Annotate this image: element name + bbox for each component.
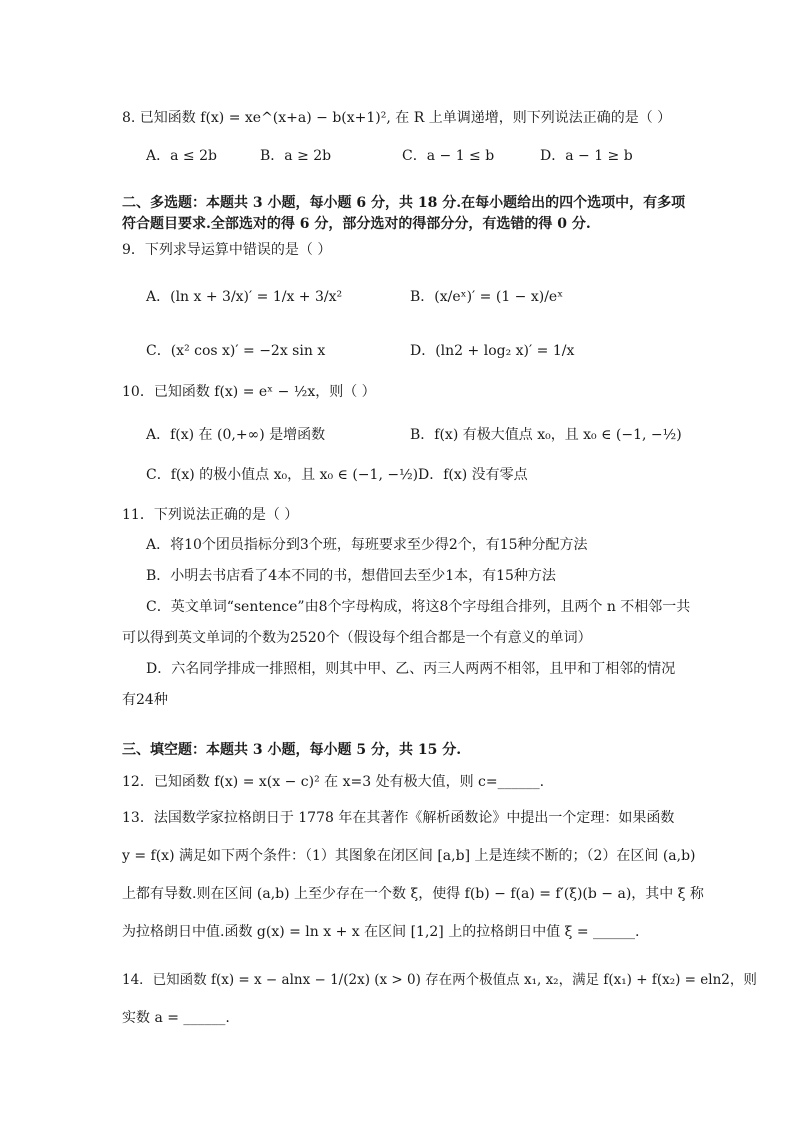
q11-option-d-line2: 有24种 [122,692,168,708]
q11-option-d-line1: D．六名同学排成一排照相，则其中甲、乙、丙三人两两不相邻，且甲和丁相邻的情况 [146,661,676,677]
q13-line4: 为拉格朗日中值.函数 g(x) = ln x + x 在区间 [1,2] 上的拉格朗日中值 ξ = ______. [122,924,640,940]
q14-line2: 实数 a = ______. [122,1010,230,1026]
section2-heading-line2: 符合题目要求.全部选对的得 6 分，部分选对的得部分分，有选错的得 0 分. [122,216,591,232]
q8-option-b: B．a ≥ 2b [260,148,332,164]
q14-line1: 14．已知函数 f(x) = x − alnx − 1/(2x) (x > 0) 存在两个极值点 x₁, x₂，满足 f(x₁) + f(x₂) = eln2，则 [122,972,757,988]
q10-stem: 10．已知函数 f(x) = eˣ − ½x，则（ ） [122,384,376,400]
q11-stem: 11．下列说法正确的是（ ） [122,507,299,523]
q11-option-c-line2: 可以得到英文单词的个数为2520个（假设每个组合都是一个有意义的单词） [122,630,592,646]
q13-line3: 上都有导数.则在区间 (a,b) 上至少存在一个数 ξ，使得 f(b) − f(a) = f′(ξ)(b − a)，其中 ξ 称 [122,886,704,902]
q10-option-d: D．f(x) 没有零点 [418,467,528,483]
q9-option-b: B．(x/eˣ)′ = (1 − x)/eˣ [410,289,564,305]
q8-stem: 8. 已知函数 f(x) = xe^(x+a) − b(x+1)², 在 R 上单调递增，则下列说法正确的是（ ） [122,110,672,126]
q11-option-a: A．将10个团员指标分到3个班，每班要求至少得2个，有15种分配方法 [146,537,588,553]
q9-option-d: D．(ln2 + log₂ x)′ = 1/x [410,343,575,359]
q10-option-b: B．f(x) 有极大值点 x₀，且 x₀ ∈ (−1, −½) [410,427,682,443]
q9-stem: 9．下列求导运算中错误的是（ ） [122,242,332,258]
q12-text: 12．已知函数 f(x) = x(x − c)² 在 x=3 处有极大值，则 c=______. [122,774,545,790]
q9-option-a: A．(ln x + 3/x)′ = 1/x + 3/x² [146,289,343,305]
q13-line1: 13．法国数学家拉格朗日于 1778 年在其著作《解析函数论》中提出一个定理：如果函数 [122,810,675,826]
section2-heading-line1: 二、多选题：本题共 3 小题，每小题 6 分，共 18 分.在每小题给出的四个选项中，有多项 [122,195,686,211]
q13-line2: y = f(x) 满足如下两个条件：（1）其图象在闭区间 [a,b] 上是连续不断的；（2）在区间 (a,b) [122,848,696,864]
q11-option-c-line1: C．英文单词“sentence”由8个字母构成，将这8个字母组合排列，且两个 n 不相邻一共 [146,599,691,615]
q8-option-a: A．a ≤ 2b [146,148,217,164]
q10-option-a: A．f(x) 在 (0,+∞) 是增函数 [146,427,326,443]
q11-option-b: B．小明去书店看了4本不同的书，想借回去至少1本，有15种方法 [146,568,556,584]
q9-option-c: C．(x² cos x)′ = −2x sin x [146,343,326,359]
q8-option-c: C．a − 1 ≤ b [402,148,495,164]
q10-option-c: C．f(x) 的极小值点 x₀，且 x₀ ∈ (−1, −½) [146,467,419,483]
section3-heading: 三、填空题：本题共 3 小题，每小题 5 分，共 15 分. [122,742,462,758]
q8-option-d: D．a − 1 ≥ b [540,148,633,164]
